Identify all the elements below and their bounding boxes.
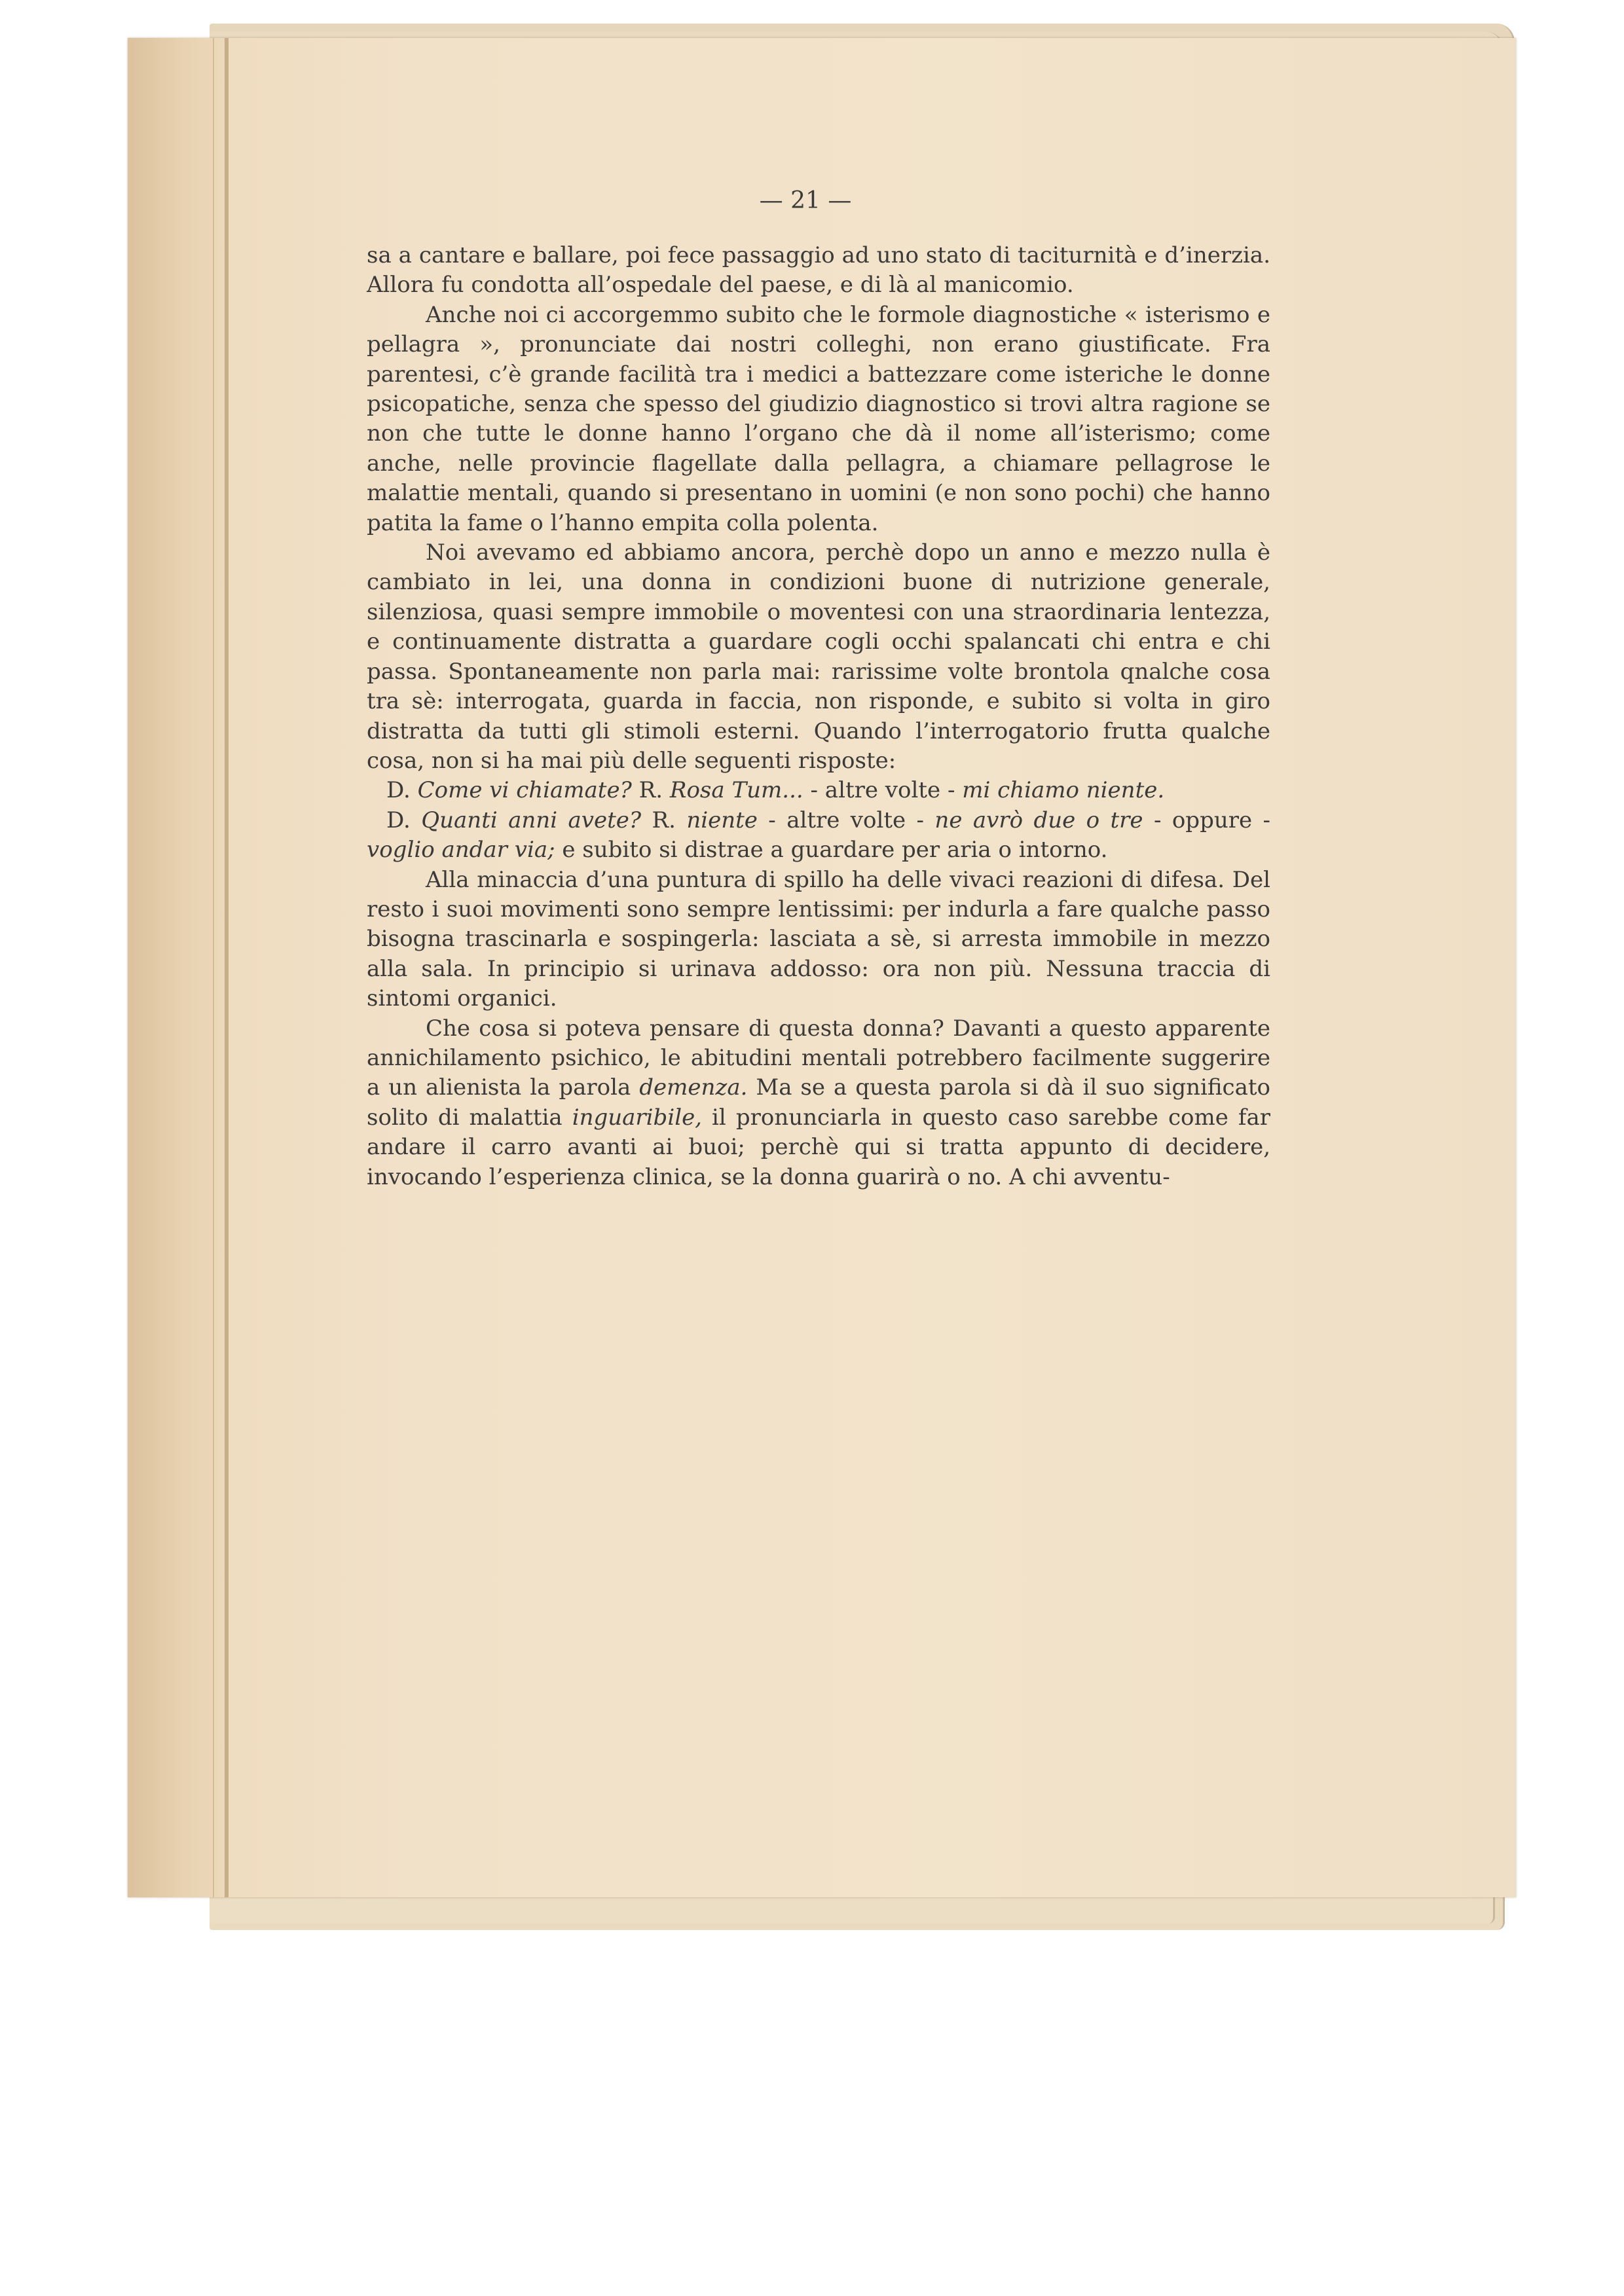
italic-text: mi chiamo niente.	[962, 777, 1165, 804]
text-run: R.	[641, 807, 687, 833]
italic-text: inguaribile,	[572, 1104, 702, 1131]
text-run: Anche noi ci accorgemmo subito che le formole diagnostiche « isterismo e pellagra », pronunciate dai nostri colleghi, non erano giustificate. Fra parentesi, c’è grande facilità tra i medici a battezzare come isteriche le donne psicopatiche, senza che spesso del giudizio diagnostico si trovi altra ragione se non che tutte le donne hanno l’organo che dà il nome all’isterismo; come anche, nelle provincie flagellate dalla pellagra, a chiamare pellagrose le malattie mentali, quando si presentano in uomini (e non sono pochi) che hanno patita la fame o l’hanno empita colla polenta.	[367, 301, 1270, 536]
text-run: e subito si distrae a guardare per aria o intorno.	[555, 837, 1108, 864]
text-run: D.	[386, 777, 418, 804]
paragraph	[367, 301, 1270, 538]
paragraph	[367, 241, 1270, 301]
body-text	[367, 241, 1270, 1192]
paragraph	[367, 538, 1270, 776]
text-run: il pronunciarla in questo caso sarebbe come far andare il carro avanti ai buoi; perchè qui si tratta appunto di decidere, invocando l’esperienza clinica, se la donna guarirà o no. A chi avventu-	[367, 1104, 1270, 1190]
text-run: - altre volte -	[757, 807, 935, 833]
page-number: — 21 —	[759, 187, 852, 214]
text-run: Alla minaccia d’una puntura di spillo ha delle vivaci reazioni di difesa. Del resto i suoi movimenti sono sempre lentissimi: per indurla a fare qualche passo bisogna trascinarla e sospingerla: lasciata a sè, si arresta immobile in mezzo alla sala. In principio si urinava addosso: ora non più. Nessuna traccia di sintomi organici.	[367, 866, 1270, 1012]
text-run: R.	[631, 777, 670, 804]
binding-fold	[225, 38, 229, 1897]
paragraph	[367, 1014, 1270, 1192]
text-run: Ma se a questa parola si dà il suo significato solito di malattia	[367, 1074, 1270, 1131]
text-run: - oppure -	[1143, 807, 1270, 833]
paragraph	[367, 806, 1270, 866]
italic-text: Rosa Tum...	[669, 777, 803, 804]
italic-text: demenza.	[639, 1074, 748, 1101]
italic-text: niente	[686, 807, 758, 833]
text-run: D.	[386, 807, 422, 833]
paragraph	[367, 776, 1270, 805]
italic-text: voglio andar via;	[367, 837, 555, 864]
text-run: - altre volte -	[803, 777, 963, 804]
italic-text: Come vi chiamate?	[417, 777, 632, 804]
italic-text: Quanti anni avete?	[421, 807, 642, 833]
text-run: sa a cantare e ballare, poi fece passaggio ad uno stato di taciturnità e d’inerzia. Allora fu condotta all’ospedale del paese, e di là al manicomio.	[367, 242, 1270, 299]
binding-crease	[213, 38, 214, 1897]
text-run: Noi avevamo ed abbiamo ancora, perchè dopo un anno e mezzo nulla è cambiato in lei, una donna in condizioni buone di nutrizione generale, silenziosa, quasi sempre immobile o moventesi con una straordinaria lentezza, e continuamente distratta a guardare cogli occhi spalancati chi entra e chi passa. Spontaneamente non parla mai: rarissime volte brontola qnalche cosa tra sè: interrogata, guarda in faccia, non risponde, e subito si volta in giro distratta da tutti gli stimoli esterni. Quando l’interrogatorio frutta qualche cosa, non si ha mai più delle seguenti risposte:	[367, 539, 1270, 774]
binding-strip	[128, 38, 226, 1897]
text-run: Che cosa si poteva pensare di questa donna? Davanti a questo apparente annichilamento psichico, le abitudini mentali potrebbero facilmente suggerire a un alienista la parola	[367, 1015, 1270, 1101]
paragraph	[367, 866, 1270, 1014]
italic-text: ne avrò due o tre	[934, 807, 1143, 833]
